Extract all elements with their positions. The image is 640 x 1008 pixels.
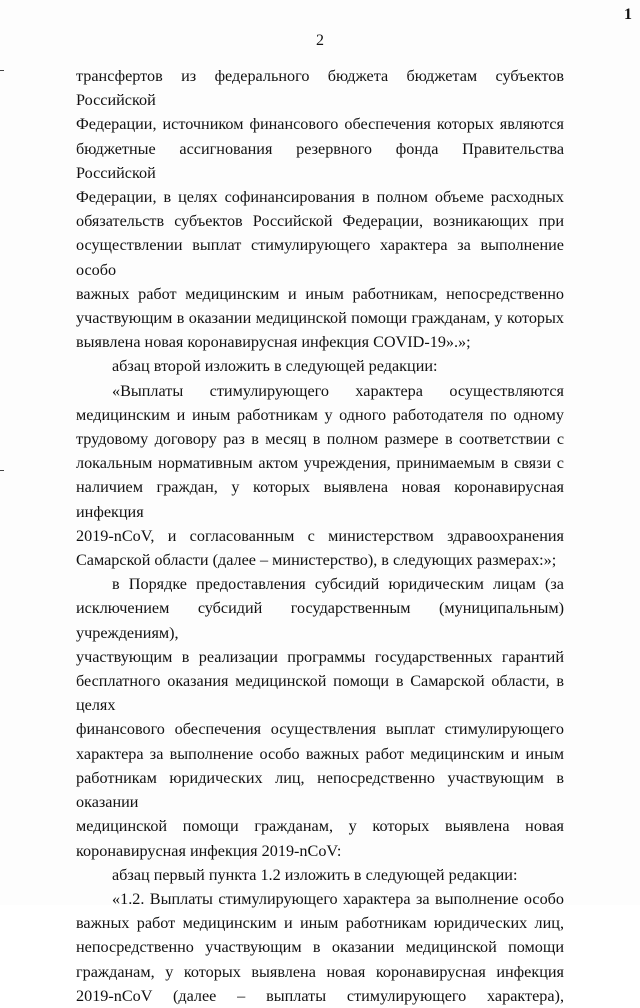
text-line: «1.2. Выплаты стимулирующего характера за выполнение особо: [112, 889, 564, 908]
text-line: участвующим в реализации программы государственных гарантий: [76, 647, 564, 666]
text-line: трансфертов из федерального бюджета бюджетам субъектов Российской: [76, 67, 564, 110]
paragraph: [76, 863, 564, 887]
text-line: важных работ медицинским и иным работникам, непосредственно: [76, 284, 564, 303]
paragraph: [76, 572, 564, 862]
text-line: коронавирусная инфекция 2019-nCoV:: [76, 841, 342, 860]
page-number: 2: [316, 32, 324, 49]
text-line: характера за выполнение особо важных работ медицинским и иным: [76, 744, 564, 763]
paragraph: [76, 379, 564, 573]
text-line: осуществлении выплат стимулирующего характера за выполнение особо: [76, 236, 564, 279]
text-line: Самарской области (далее – министерство), в следующих размерах:»;: [76, 551, 557, 570]
text-line: абзац второй изложить в следующей редакции:: [112, 357, 438, 376]
text-line: «Выплаты стимулирующего характера осуществляются: [112, 381, 564, 400]
text-line: бюджетные ассигнования резервного фонда Правительства Российской: [76, 139, 564, 182]
text-line: финансового обеспечения осуществления выплат стимулирующего: [76, 720, 564, 739]
text-line: наличием граждан, у которых выявлена новая коронавирусная инфекция: [76, 478, 564, 521]
text-line: непосредственно участвующим в оказании медицинской помощи: [76, 938, 564, 957]
text-line: в Порядке предоставления субсидий юридическим лицам (за: [112, 575, 564, 594]
text-line: выявлена новая коронавирусная инфекция COVID-19».»;: [76, 333, 471, 352]
text-line: медицинской помощи гражданам, у которых выявлена новая: [76, 817, 564, 836]
text-line: медицинским и иным работникам у одного работодателя по одному: [76, 405, 564, 424]
text-line: важных работ медицинским и иным работникам юридических лиц,: [76, 914, 564, 933]
text-line: работникам юридических лиц, непосредственно участвующим в оказании: [76, 768, 564, 812]
text-line: трудовому договору раз в месяц в полном размере в соответствии с: [76, 430, 564, 449]
text-line: исключением субсидий государственным (муниципальным) учреждениям),: [76, 599, 564, 642]
scan-edge-mark: [0, 470, 4, 471]
text-line: участвующим в оказании медицинской помощи гражданам, у которых: [76, 309, 564, 328]
text-line: бесплатного оказания медицинской помощи в Самарской области, в целях: [76, 672, 564, 715]
text-line: Федерации, источником финансового обеспечения которых являются: [76, 115, 564, 134]
scan-edge-mark: [0, 70, 4, 71]
text-line: локальным нормативным актом учреждения, принимаемым в связи с: [76, 454, 564, 473]
document-body: [76, 64, 564, 1008]
text-line: гражданам, у которых выявлена новая коронавирусная инфекция: [76, 962, 564, 981]
text-line: 2019-nCoV, и согласованным с министерством здравоохранения: [76, 526, 564, 545]
corner-mark: 1: [624, 6, 632, 23]
text-line: 2019-nCoV (далее – выплаты стимулирующего характера),: [76, 986, 564, 1005]
paragraph: [76, 354, 564, 378]
text-line: обязательств субъектов Российской Федерации, возникающих при: [76, 212, 564, 231]
text-line: Федерации, в целях софинансирования в полном объеме расходных: [76, 188, 564, 207]
paragraph: [76, 64, 564, 354]
text-line: абзац первый пункта 1.2 изложить в следующей редакции:: [112, 865, 518, 884]
paragraph: [76, 887, 564, 1008]
